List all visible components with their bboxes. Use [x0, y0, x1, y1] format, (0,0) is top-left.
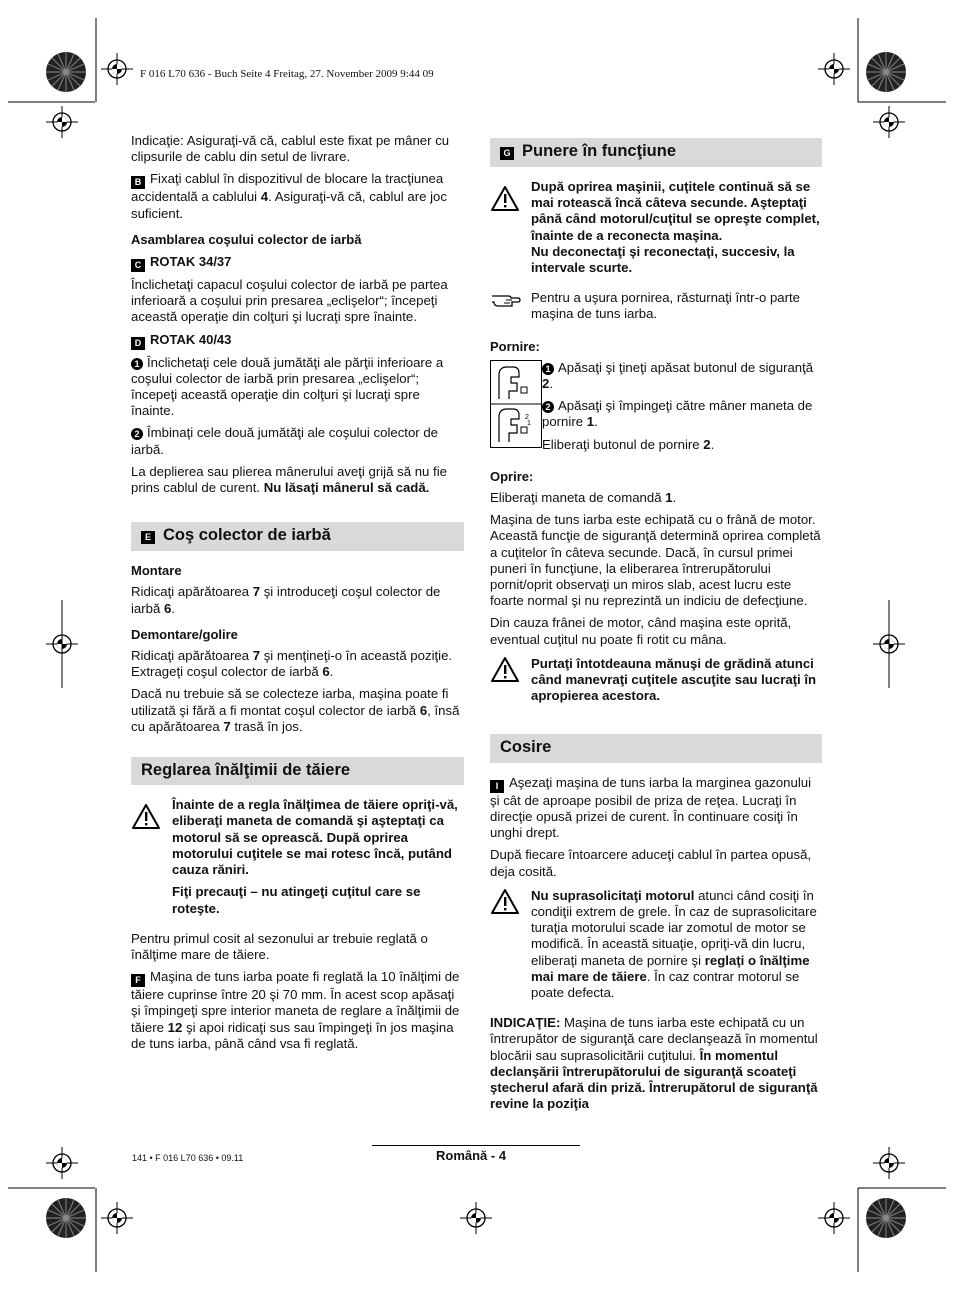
figure-ref-d: D	[131, 337, 145, 350]
warning-text-blades: După oprirea maşinii, cuţitele continuă să se mai rotească încă câteva secunde. Aşteptaţi până când motorul/cuţitul se opreşte complet, înainte de a reconecta maşina.	[531, 179, 820, 243]
start-procedure	[490, 360, 822, 459]
start-step-1: 1 Apăsaţi şi ţineţi apăsat butonul de siguranţă 2.	[542, 359, 814, 392]
section-heading-cutting-height: Reglarea înălţimii de tăiere	[131, 757, 464, 785]
warning-text-gloves: Purtaţi întotdeauna mănuşi de grădină atunci când manevraţi cuţitele ascuţite sau lucraţi în apropierea acestora.	[531, 655, 817, 704]
warning-text-overload: Nu suprasolicitaţi motorul atunci când cosiţi în condiţii extrem de grele. În caz de suprasolicitare turaţia motorului scade iar zomotul de motor se modifică. În această situaţie, opriţi-vă din lucru, eliberaţi maneta de pornire şi reglaţi o înălţime mai mare de tăiere. În caz contrar motorul se poate defecta.	[531, 887, 817, 1000]
svg-text:1: 1	[527, 419, 531, 427]
note-cable-clips: Indicaţie: Asiguraţi-vă că, cablul este fixat pe mâner cu clipsurile de cablu din setul de livrare.	[131, 133, 450, 165]
figure-ref-g: G	[500, 147, 514, 160]
step-1-paragraph: 1 Înclichetaţi cele două jumătăţi ale părţii inferioare a coşului colector de iarbă prin presarea „eclişelor“; începeţi această operaţie din colţuri şi lucraţi spre înainte.	[131, 354, 444, 419]
safety-switch-paragraph: INDICAŢIE: Maşina de tuns iarba este echipată cu un întrerupător de siguranţă care declanşează în momentul blocării sau suprasolicitării cuţitului. În momentul declanşării întrerupătorului de siguranţă scoateţi ştecherul afară din priză. Întrerupătorul de siguranţă revine la poziţia	[490, 1015, 818, 1112]
warning-gloves	[490, 656, 822, 711]
motor-brake-paragraph: Maşina de tuns iarba este echipată cu o frână de motor. Această funcţie de siguranţă determină oprirea completă a cuţitelor în câteva secunde. Dacă, în cursul primei puneri în funcţiune, la eliberarea întrerupătorului pornit/oprit observaţi un miros slab, acest lucru este foarte normal şi nu reprezintă un indiciu de defecţiune.	[490, 512, 821, 609]
fix-cable-paragraph: B Fixaţi cablul în dispozitivul de blocare la tracţiunea accidentală a cablului 4. Asiguraţi-vă că, cablul are joc suficient.	[131, 171, 447, 221]
section-heading-mowing: Cosire	[490, 734, 822, 762]
step-number-1: 1	[131, 358, 143, 370]
warning-triangle-icon	[490, 888, 531, 1007]
demontare-paragraph: Ridicaţi apărătoarea 7 şi menţineţi-o în această poziţie. Extrageţi coşul colector de iarbă 6.	[131, 648, 453, 680]
model-heading-rotak-34-37: C ROTAK 34/37	[131, 254, 464, 272]
step-number-2: 2	[131, 428, 143, 440]
section-heading-start-up: G Punere în funcţiune	[490, 138, 822, 167]
subheading-montare: Montare	[131, 563, 182, 579]
subheading-oprire: Oprire:	[490, 468, 534, 484]
section-heading-grass-box: E Coş colector de iarbă	[131, 522, 464, 551]
right-column	[490, 138, 822, 1118]
figure-ref-e: E	[141, 531, 155, 544]
pointing-hand-icon	[490, 290, 531, 328]
footer-code: 141 • F 016 L70 636 • 09.11	[132, 1153, 244, 1163]
figure-ref-f: F	[131, 974, 145, 987]
left-column	[131, 133, 464, 1058]
figure-ref-i: I	[490, 780, 504, 793]
mowing-paragraph: I Aşezaţi maşina de tuns iarba la marginea gazonului şi cât de aproape posibil de priza de reţea. Lucraţi în direcţie opusă prizei de curent. În continuare cosiţi în unghi drept.	[490, 774, 812, 841]
stop-step: Eliberaţi maneta de comandă 1.	[490, 490, 677, 506]
footer-page-number: Română - 4	[436, 1148, 507, 1163]
montare-paragraph: Ridicaţi apărătoarea 7 şi introduceţi coşul colector de iarbă 6.	[131, 584, 441, 616]
print-header: F 016 L70 636 - Buch Seite 4 Freitag, 27. November 2009 9:44 09	[140, 68, 434, 80]
subheading-grass-box-assembly: Asamblarea coşului colector de iarbă	[131, 231, 362, 247]
model-heading-rotak-40-43: D ROTAK 40/43	[131, 332, 464, 350]
step-number-2: 2	[542, 401, 554, 413]
without-box-paragraph: Dacă nu trebuie să se colecteze iarba, maşina poate fi utilizată şi fără a fi montat coşul colector de iarbă 6, însă cu apărătoarea 7 trasă în jos.	[131, 686, 460, 734]
warning-text-stop-motor: Înainte de a regla înălţimea de tăiere opriţi-vă, eliberaţi maneta de comandă şi aşteptaţi ca motorul să se oprească. După oprirea motorului cuţitele se mai rotesc încă, putând cauza răniri.	[172, 797, 458, 878]
first-cut-paragraph: Pentru primul cosit al sezonului ar trebuie reglată o înălţime mare de tăiere.	[131, 930, 428, 962]
warning-blades-rotate	[490, 179, 822, 282]
cable-turn-paragraph: După fiecare întoarcere aduceţi cablul în partea opusă, deja cosită.	[490, 847, 812, 879]
warning-triangle-icon	[131, 797, 172, 922]
tip-tilt-mower	[490, 290, 822, 328]
handle-warning-paragraph: La deplierea sau plierea mânerului aveţi grijă să nu fie prins cablul de curent. Nu lăsaţi mânerul să cadă.	[131, 463, 447, 496]
figure-ref-c: C	[131, 259, 145, 272]
warning-triangle-icon	[490, 656, 531, 711]
step-number-1: 1	[542, 363, 554, 375]
footer-rule	[372, 1145, 580, 1146]
start-step-2: 2 Apăsaţi şi împingeţi către mâner maneta de pornire 1.	[542, 398, 813, 430]
start-step-3: Eliberaţi butonul de pornire 2.	[542, 436, 715, 452]
step-2-paragraph: 2 Îmbinaţi cele două jumătăţi ale coşului colector de iarbă.	[131, 425, 439, 457]
svg-text:2: 2	[525, 413, 529, 421]
rotak-34-37-instructions: Înclichetaţi capacul coşului colector de iarbă pe partea inferioară a coşului prin presarea „eclişelor“; începeţi această operaţie din colţuri şi lucraţi spre înainte.	[131, 277, 448, 325]
warning-overload	[490, 888, 822, 1007]
blade-rotation-paragraph: Din cauza frânei de motor, când maşina este oprită, eventual cuţitul nu poate fi rotit cu mâna.	[490, 615, 792, 647]
warning-cutting-height	[131, 797, 464, 922]
figure-ref-b: B	[131, 176, 145, 189]
tip-text: Pentru a uşura pornirea, răsturnaţi într-o parte maşina de tuns iarba.	[531, 290, 801, 322]
start-lever-illustration	[490, 360, 542, 448]
warning-triangle-icon	[490, 179, 531, 282]
subheading-demontare: Demontare/golire	[131, 626, 238, 642]
height-adjust-paragraph: F Maşina de tuns iarba poate fi reglată la 10 înălţimi de tăiere cuprinse între 20 şi 70 mm. În acest scop apăsaţi şi împingeţi spre interior maneta de reglare a înălţimii de tăiere 12 şi apoi ridicaţi sus sau împingeţi în jos maşina de tuns iarba, până când vsa fi reglată.	[131, 969, 460, 1051]
warning-text-reconnect: Nu deconectaţi şi reconectaţi, succesiv, la intervale scurte.	[531, 243, 795, 276]
subheading-pornire: Pornire:	[490, 338, 540, 354]
warning-text-do-not-touch: Fiţi precauţi – nu atingeţi cuţitul care se roteşte.	[172, 884, 421, 916]
